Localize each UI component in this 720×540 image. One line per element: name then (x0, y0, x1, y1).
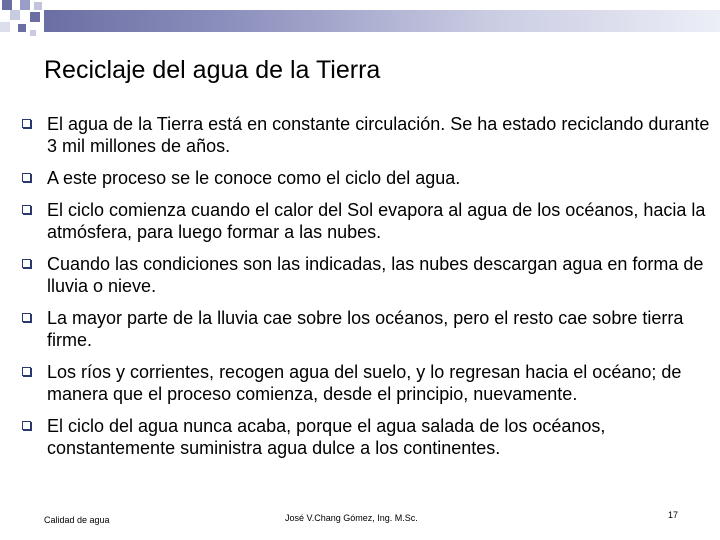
checkbox-bullet-icon (22, 313, 31, 322)
decor-square (30, 12, 40, 22)
checkbox-bullet-icon (22, 259, 31, 268)
decor-square (34, 2, 42, 10)
bullet-text: El ciclo del agua nunca acaba, porque el agua salada de los océanos, constantemente suministra agua dulce a los continentes. (47, 416, 606, 458)
decor-square (10, 10, 20, 20)
page-number: 17 (668, 510, 679, 520)
list-item (22, 307, 714, 351)
list-item (22, 113, 714, 157)
bullet-text: La mayor parte de la lluvia cae sobre los océanos, pero el resto cae sobre tierra firme. (47, 308, 684, 350)
list-item (22, 361, 714, 405)
bullet-text-end: . (455, 168, 461, 188)
bullet-emphasis: ciclo del agua (345, 168, 456, 188)
checkbox-bullet-icon (22, 119, 31, 128)
bullet-text: A este proceso se le conoce como el (47, 168, 346, 188)
decor-square (0, 22, 10, 32)
footer-author: José V.Chang Gómez, Ing. M.Sc. (285, 513, 418, 523)
bullet-text: El agua de la Tierra está en constante circulación. Se ha estado reciclando durante 3 mil millones de años. (47, 114, 710, 156)
checkbox-bullet-icon (22, 367, 31, 376)
decor-square (20, 0, 30, 10)
header-gradient-bar (44, 10, 720, 32)
bullet-text: Los ríos y corrientes, recogen agua del suelo, y lo regresan hacia el océano; de manera que el proceso comienza, desde el principio, nuevamente. (47, 362, 682, 404)
bullet-list (22, 113, 714, 469)
footer-left: Calidad de agua (44, 515, 110, 525)
decor-square (18, 24, 26, 32)
checkbox-bullet-icon (22, 173, 31, 182)
list-item (22, 253, 714, 297)
checkbox-bullet-icon (22, 205, 31, 214)
bullet-text: El ciclo comienza cuando el calor del Sol evapora al agua de los océanos, hacia la atmósfera, para luego formar a las nubes. (47, 200, 706, 242)
list-item (22, 167, 714, 189)
list-item (22, 199, 714, 243)
checkbox-bullet-icon (22, 421, 31, 430)
decor-square (30, 30, 36, 36)
decor-square (2, 0, 12, 10)
list-item (22, 415, 714, 459)
page-title: Reciclaje del agua de la Tierra (44, 56, 381, 84)
header-decoration (0, 0, 720, 45)
bullet-text: Cuando las condiciones son las indicadas, las nubes descargan agua en forma de lluvia o nieve. (47, 254, 704, 296)
